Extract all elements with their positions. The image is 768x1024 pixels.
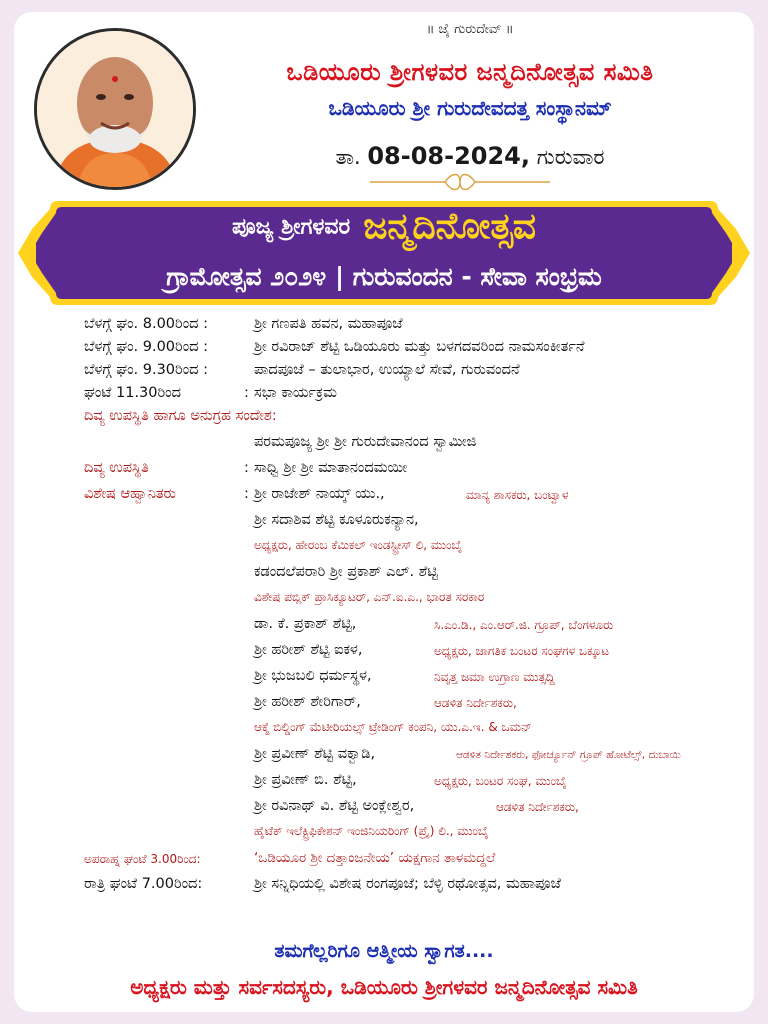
samiti-title: ಒಡಿಯೂರು ಶ್ರೀಗಳವರ ಜನ್ಮದಿನೋತ್ಸವ ಸಮಿತಿ	[286, 58, 654, 86]
guest-row	[84, 590, 744, 616]
guest-role: ಸಿ.ಎಂ.ಡಿ., ಎಂ.ಆರ್.ಜಿ. ಗ್ರೂಪ್, ಬೆಂಗಳೂರು	[434, 618, 614, 632]
guest-role: ನಿವೃತ್ತ ಜಮಾ ಉಗ್ರಾಣ ಮುತ್ಸದ್ದಿ	[434, 670, 555, 684]
presence-heading: ದಿವ್ಯ ಉಪಸ್ಥಿತಿ ಹಾಗೂ ಅನುಗ್ರಹ ಸಂದೇಶ:	[84, 408, 277, 424]
schedule-time: ಬೆಳಗ್ಗೆ ಘಂ. 9.00ರಿಂದ :	[84, 339, 208, 355]
guest-name: ಶ್ರೀ ಪ್ರವೀಣ್ ಶೆಟ್ಟಿ ವಕ್ವಾಡಿ,	[254, 746, 376, 762]
event-date	[200, 142, 740, 170]
schedule-event: ಶ್ರೀ ಗಣಪತಿ ಹವನ, ಮಹಾಪೂಜೆ	[254, 316, 403, 332]
guest-name: ಶ್ರೀ ರಾಜೇಶ್ ನಾಯ್ಕ್ ಯು.,	[254, 486, 385, 502]
guest-name: ಶ್ರೀ ಹರೀಶ್ ಶೆಟ್ಟಿ ಐಕಳ,	[254, 642, 363, 658]
guest-role: ಅಧ್ಯಕ್ಷರು, ಬಂಟರ ಸಂಘ, ಮುಂಬೈ	[434, 774, 567, 788]
guest-row	[84, 538, 744, 564]
presence-heading-row	[84, 408, 744, 434]
samsthanam-title: ಒಡಿಯೂರು ಶ್ರೀ ಗುರುದೇವದತ್ತ ಸಂಸ್ಥಾನಮ್	[328, 96, 612, 120]
guest-row	[84, 616, 744, 642]
schedule-colon: :	[244, 385, 249, 401]
banner-line-1	[0, 206, 768, 248]
guest-row	[84, 642, 744, 668]
guest-role: ಆಡಳಿತ ನಿರ್ದೇಶಕರು, ಫೋರ್ಚ್ಯೂನ್ ಗ್ರೂಪ್ ಹೋಟೆಲ್ಸ್, ದುಬಾಯಿ	[456, 749, 681, 761]
banner-line-2: ಗ್ರಾಮೋತ್ಸವ ೨೦೨೪ | ಗುರುವಂದನ - ಸೇವಾ ಸಂಭ್ರಮ	[166, 262, 602, 291]
night-event: ಶ್ರೀ ಸನ್ನಿಧಿಯಲ್ಲಿ ವಿಶೇಷ ರಂಗಪೂಜೆ; ಬೆಳ್ಳಿ ರಥೋತ್ಸವ, ಮಹಾಪೂಜೆ	[254, 876, 561, 892]
hosts-line: ಅಧ್ಯಕ್ಷರು ಮತ್ತು ಸರ್ವಸದಸ್ಯರು, ಒಡಿಯೂರು ಶ್ರೀಗಳವರ ಜನ್ಮದಿನೋತ್ಸವ ಸಮಿತಿ	[130, 975, 638, 999]
date-day: ಗುರುವಾರ	[536, 145, 605, 169]
schedule-event: ಸಭಾ ಕಾರ್ಯಕ್ರಮ	[254, 385, 337, 401]
welcome-line: ತಮಗೆಲ್ಲರಿಗೂ ಆತ್ಮೀಯ ಸ್ವಾಗತ....	[274, 940, 494, 962]
guest-role: ಆಡಳಿತ ನಿರ್ದೇಶಕರು,	[434, 696, 517, 710]
guests-colon: :	[244, 486, 249, 502]
guest-row	[84, 512, 744, 538]
schedule-row	[84, 385, 744, 408]
sadhvi-name: ಸಾಧ್ವಿ ಶ್ರೀ ಶ್ರೀ ಮಾತಾನಂದಮಯೀ	[254, 460, 408, 476]
schedule-row	[84, 339, 744, 362]
afternoon-row	[84, 850, 744, 876]
guest-row	[84, 720, 744, 746]
schedule-time: ಬೆಳಗ್ಗೆ ಘಂ. 8.00ರಿಂದ :	[84, 316, 208, 332]
guest-name: ಶ್ರೀ ಹರೀಶ್ ಶೇರಿಗಾರ್,	[254, 694, 361, 710]
afternoon-event: ‘ಒಡಿಯೂರ ಶ್ರೀ ದತ್ತಾಂಜನೇಯ’ ಯಕ್ಷಗಾನ ತಾಳಮದ್ದಲೆ	[254, 850, 496, 866]
guest-row	[84, 772, 744, 798]
guest-name: ಶ್ರೀ ಪ್ರವೀಣ್ ಬಿ. ಶೆಟ್ಟಿ,	[254, 772, 357, 788]
guest-name: ಶ್ರೀ ಸದಾಶಿವ ಶೆಟ್ಟಿ ಕೂಳೂರುಕನ್ಯಾನ,	[254, 512, 419, 528]
guest-row	[84, 746, 744, 772]
guest-row	[84, 486, 744, 512]
presence-colon: :	[244, 460, 249, 476]
schedule-time: ಘಂಟೆ 11.30ರಿಂದ	[84, 385, 181, 401]
guest-row	[84, 798, 744, 824]
date-value: 08-08-2024,	[367, 142, 530, 170]
guest-name: ಡಾ. ಕೆ. ಪ್ರಕಾಶ್ ಶೆಟ್ಟಿ,	[254, 616, 357, 632]
header-chant: ॥ ಜೈ ಗುರುದೇವ್ ॥	[426, 22, 514, 37]
guest-name: ಕಡಂದಲೆಪರಾರಿ ಶ್ರೀ ಪ್ರಕಾಶ್ ಎಲ್. ಶೆಟ್ಟಿ	[254, 564, 438, 580]
guest-row	[84, 824, 744, 850]
swamiji-name: ಪರಮಪೂಜ್ಯ ಶ್ರೀ ಶ್ರೀ ಗುರುದೇವಾನಂದ ಸ್ವಾಮೀಜಿ	[254, 434, 477, 450]
guests-label: ವಿಶೇಷ ಆಹ್ವಾನಿತರು	[84, 486, 176, 502]
schedule-event: ಶ್ರೀ ರವಿರಾಜ್ ಶೆಟ್ಟಿ ಒಡಿಯೂರು ಮತ್ತು ಬಳಗದವರಿಂದ ನಾಮಸಂಕೀರ್ತನೆ	[254, 339, 585, 355]
guest-name: ಶ್ರೀ ಭುಜಬಲಿ ಧರ್ಮಸ್ಥಳ,	[254, 668, 372, 684]
schedule-row	[84, 316, 744, 339]
guest-row	[84, 668, 744, 694]
guest-role: ಆಡಳಿತ ನಿರ್ದೇಶಕರು,	[496, 800, 579, 814]
guest-row	[84, 694, 744, 720]
date-prefix: ತಾ.	[335, 145, 361, 169]
schedule-event: ಪಾದಪೂಜೆ – ತುಲಾಭಾರ, ಉಯ್ಯಾಲೆ ಸೇವೆ, ಗುರುವಂದನೆ	[254, 362, 520, 378]
swamiji-photo	[34, 28, 196, 190]
guest-role: ಆಕ್ಮೆ ಬಿಲ್ಡಿಂಗ್ ಮೆಟೀರಿಯಲ್ಸ್ ಟ್ರೇಡಿಂಗ್ ಕಂಪನಿ, ಯು.ಎ.ಇ. & ಒಮನ್	[254, 720, 532, 734]
divider-ornament-icon	[360, 172, 560, 192]
presence-label: ದಿವ್ಯ ಉಪಸ್ಥಿತಿ	[84, 460, 149, 476]
schedule	[84, 316, 744, 902]
guest-role: ಅಧ್ಯಕ್ಷರು, ಹೇರಂಬ ಕೆಮಿಕಲ್ ಇಂಡಸ್ಟ್ರೀಸ್ ಲಿ, ಮುಂಬೈ	[254, 538, 463, 552]
schedule-row	[84, 362, 744, 385]
swamiji-row	[84, 434, 744, 460]
banner-pujya: ಪೂಜ್ಯ ಶ್ರೀಗಳವರ	[231, 214, 351, 240]
night-time: ರಾತ್ರಿ ಘಂಟೆ 7.00ರಿಂದ:	[84, 876, 203, 892]
guest-role: ಅಧ್ಯಕ್ಷರು, ಜಾಗತಿಕ ಬಂಟರ ಸಂಘಗಳ ಒಕ್ಕೂಟ	[434, 644, 610, 658]
banner-janmadinotsava: ಜನ್ಮದಿನೋತ್ಸವ	[363, 206, 537, 247]
sadhvi-row	[84, 460, 744, 486]
guest-role: ಮಾನ್ಯ ಶಾಸಕರು, ಬಂಟ್ವಾಳ	[466, 488, 569, 502]
schedule-time: ಬೆಳಗ್ಗೆ ಘಂ. 9.30ರಿಂದ :	[84, 362, 208, 378]
guest-row	[84, 564, 744, 590]
guest-role: ಹೈಟೆಕ್ ಇಲೆಕ್ಟ್ರಿಫಿಕೇಶನ್ ಇಂಜಿನಿಯರಿಂಗ್ (ಪ್ರೈ) ಲಿ., ಮುಂಬೈ	[254, 824, 489, 838]
night-row	[84, 876, 744, 902]
afternoon-time: ಅಪರಾಹ್ನ ಘಂಟೆ 3.00ರಿಂದ:	[84, 852, 201, 866]
guest-name: ಶ್ರೀ ರವಿನಾಥ್ ವಿ. ಶೆಟ್ಟಿ ಅಂಕ್ಲೇಶ್ವರ,	[254, 798, 415, 814]
guest-role: ವಿಶೇಷ ಪಬ್ಲಿಕ್ ಪ್ರಾಸಿಕ್ಯೂಟರ್, ಎನ್.ಐ.ಎ., ಭಾರತ ಸರಕಾರ	[254, 590, 485, 604]
